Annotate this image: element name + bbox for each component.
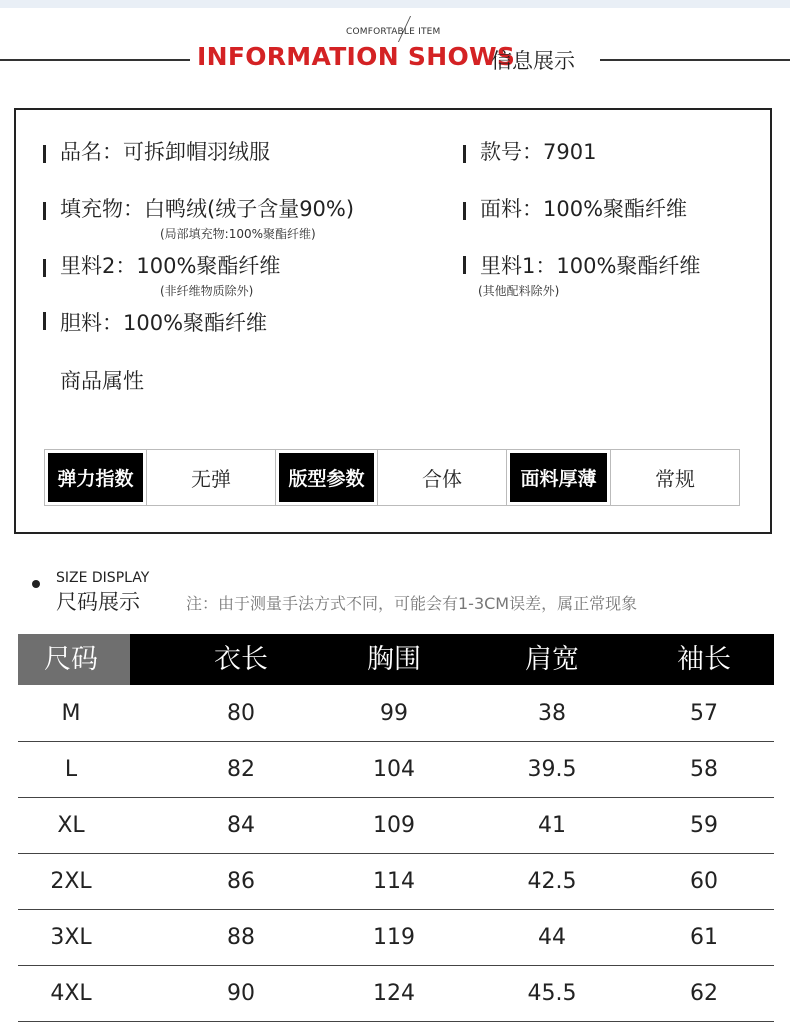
attr-label: 面料厚薄 [510,453,607,502]
shoulder-cell: 39.5 [527,757,577,782]
sleeve-cell: 60 [690,869,718,894]
sleeve-cell: 59 [690,813,718,838]
style-number: 款号：7901 [480,140,597,164]
attr-label-cell [45,450,147,505]
filling-note: (局部填充物:100%聚酯纤维) [160,227,316,241]
lining-2-note: (非纤维物质除外) [160,284,254,298]
table-row [18,742,774,798]
top-band [0,0,790,8]
shoulder-cell: 44 [538,925,566,950]
size-header-cell: 衣长 [214,644,268,675]
info-bullet-bar [463,145,466,163]
info-bullet-bar [43,145,46,163]
chest-cell: 104 [373,757,415,782]
length-cell: 84 [227,813,255,838]
size-cell: L [64,757,78,782]
header-rule-left [0,59,190,61]
size-header-cell: 袖长 [677,644,731,675]
section-bullet-dot [32,580,40,588]
info-bullet-bar [463,256,466,274]
length-cell: 88 [227,925,255,950]
attr-value: 合体 [378,450,507,505]
size-table-header [18,634,774,685]
length-cell: 80 [227,701,255,726]
size-cell: M [61,701,81,726]
attr-label-cell [276,450,378,505]
shoulder-cell: 45.5 [527,981,577,1006]
header-caption: COMFORTABLE ITEM [346,27,441,37]
size-header-cell: 肩宽 [525,644,579,675]
attributes-title: 商品属性 [60,369,144,393]
info-bullet-bar [43,312,46,330]
attr-value: 常规 [655,467,695,491]
filling: 填充物：白鸭绒(绒子含量90%) [60,197,355,221]
table-row [18,910,774,966]
chest-cell: 99 [380,701,408,726]
lining-1: 里料1：100%聚酯纤维 [480,254,701,278]
sleeve-cell: 57 [690,701,718,726]
length-cell: 82 [227,757,255,782]
header-title-en: INFORMATION SHOWS [197,42,516,71]
chest-cell: 124 [373,981,415,1006]
size-header-cell: 胸围 [367,644,421,675]
info-bullet-bar [43,202,46,220]
sleeve-cell: 58 [690,757,718,782]
size-header-cell: 尺码 [44,644,98,675]
table-row [18,966,774,1022]
shoulder-cell: 38 [538,701,566,726]
header-rule-right [600,59,790,61]
length-cell: 86 [227,869,255,894]
attr-label: 版型参数 [279,453,374,502]
chest-cell: 109 [373,813,415,838]
product-name: 品名：可拆卸帽羽绒服 [60,140,270,164]
header-title-cn: 信息展示 [491,49,575,73]
attributes-table [44,449,740,506]
size-cell: 3XL [50,925,92,950]
table-row [18,686,774,742]
lining-1-note: (其他配料除外) [478,284,560,298]
lining-2: 里料2：100%聚酯纤维 [60,254,281,278]
chest-cell: 119 [373,925,415,950]
shoulder-cell: 42.5 [527,869,577,894]
size-title-cn: 尺码展示 [56,590,140,614]
length-cell: 90 [227,981,255,1006]
info-bullet-bar [43,259,46,277]
size-note: 注：由于测量手法方式不同，可能会有1-3CM误差，属正常现象 [186,594,638,613]
inner-lining: 胆料：100%聚酯纤维 [60,311,268,335]
size-cell: 2XL [50,869,92,894]
info-bullet-bar [463,202,466,220]
attr-label-cell [507,450,611,505]
fabric: 面料：100%聚酯纤维 [480,197,688,221]
sleeve-cell: 62 [690,981,718,1006]
size-cell: XL [57,813,85,838]
sleeve-cell: 61 [690,925,718,950]
table-row [18,854,774,910]
chest-cell: 114 [373,869,415,894]
size-cell: 4XL [50,981,92,1006]
size-title-en: SIZE DISPLAY [56,570,150,586]
attr-label: 弹力指数 [48,453,143,502]
attr-value: 无弹 [147,450,276,505]
table-row [18,798,774,854]
shoulder-cell: 41 [538,813,566,838]
